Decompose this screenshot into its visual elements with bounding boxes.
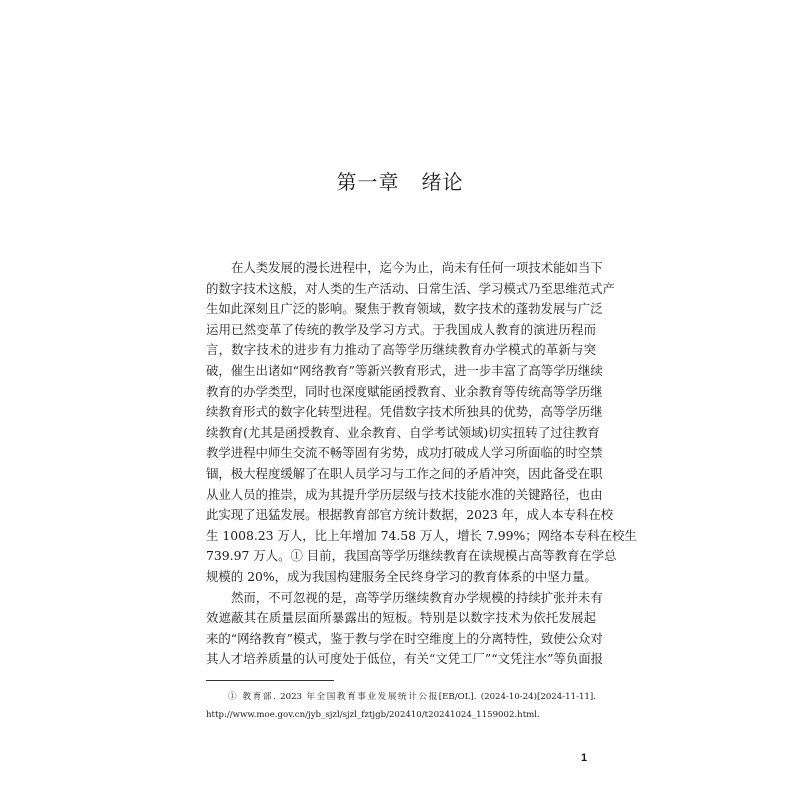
footnote-line: ① 教育部. 2023 年全国教育事业发展统计公报[EB/OL]. (2024-10-24)[2024-11-11]. [228,692,596,702]
paragraph-line: 生如此深刻且广泛的影响。聚焦于教育领域，数字技术的蓬勃发展与广泛 [206,301,603,317]
paragraph-line: 运用已然变革了传统的教学及学习方式。于我国成人教育的演进历程而 [206,321,596,337]
paragraph-line: 从业人员的推崇，成为其提升学历层级与技术技能水准的关键路径，也由 [206,486,603,502]
page-number: 1 [581,752,588,764]
paragraph-line: 规模的 20%，成为我国构建服务全民终身学习的教育体系的中坚力量。 [206,568,597,584]
paragraph-line: 言，数字技术的进步有力推动了高等学历继续教育办学模式的革新与突 [206,342,596,358]
paragraph-line: 此实现了迅猛发展。根据教育部官方统计数据，2023 年，成人本专科在校 [206,507,614,523]
footnote-url: http://www.moe.gov.cn/jyb_sjzl/sjzl_fztjgb/202410/t20241024_1159002.html. [206,710,540,720]
paragraph-line-footnote-ref: 739.97 万人。① 目前，我国高等学历继续教育在读规模占高等教育在学总 [206,548,617,564]
paragraph-line: 锢，极大程度缓解了在职人员学习与工作之间的矛盾冲突，因此备受在职 [206,465,603,481]
paragraph-line: 教学进程中师生交流不畅等固有劣势，成功打破成人学习所面临的时空禁 [206,445,603,461]
chapter-title [0,166,800,195]
paragraph-line: 生 1008.23 万人，比上年增加 74.58 万人，增长 7.99%；网络本专科在校生 [206,527,637,543]
chapter-number: 第一章 [336,170,400,194]
paragraph-line: 破，催生出诸如“网络教育”等新兴教育形式，进一步丰富了高等学历继续 [206,362,603,378]
paragraph-line: 效遮蔽其在质量层面所暴露出的短板。特别是以数字技术为依托发展起 [206,610,596,626]
chapter-name: 绪论 [421,170,464,194]
paragraph-line: 来的“网络教育”模式，鉴于教与学在时空维度上的分离特性，致使公众对 [206,630,603,646]
paragraph-line: 续教育(尤其是函授教育、业余教育、自学考试领域)切实扭转了过往教育 [206,424,600,440]
footnote [206,688,596,724]
paragraph-line: 续教育形式的数字化转型进程。凭借数字技术所独具的优势，高等学历继 [206,404,603,420]
paragraph-line: 然而，不可忽视的是，高等学历继续教育办学规模的持续扩张并未有 [231,589,603,605]
footnote-divider [206,680,334,681]
paragraph-line: 在人类发展的漫长进程中，迄今为止，尚未有任何一项技术能如当下 [231,260,603,275]
body-text [206,258,637,670]
paragraph-line: 教育的办学类型，同时也深度赋能函授教育、业余教育等传统高等学历继 [206,383,603,399]
paragraph-line: 其人才培养质量的认可度处于低位，有关“文凭工厂”“文凭注水”等负面报 [206,651,604,667]
paragraph-line: 的数字技术这般，对人类的生产活动、日常生活、学习模式乃至思维范式产 [206,280,615,296]
